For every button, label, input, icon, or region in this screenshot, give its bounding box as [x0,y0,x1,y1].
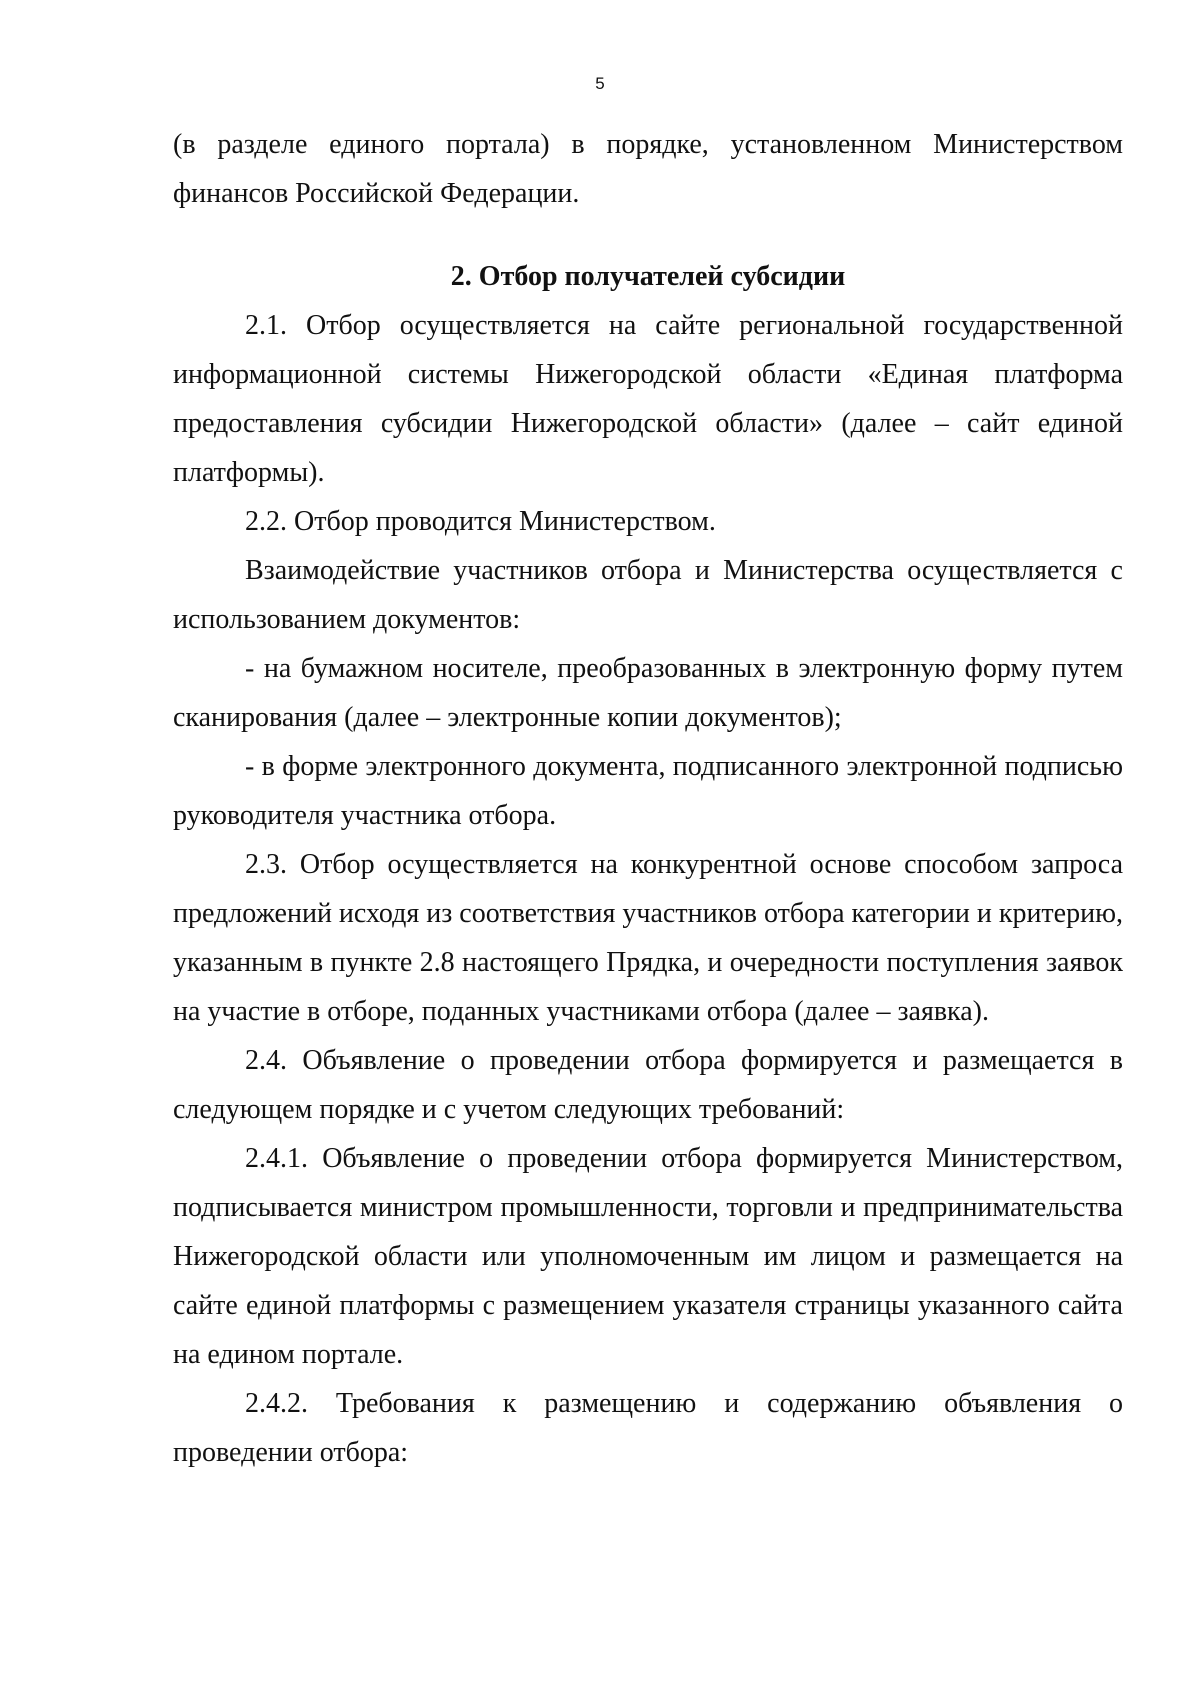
page-number: 5 [595,74,605,93]
section-heading: 2. Отбор получателей субсидии [450,261,846,292]
list-item-paper: - на бумажном носителе, преобразованных в электронную форму путем сканирования (далее – электронные копии документов); [173,653,1123,733]
paragraph-2-2: 2.2. Отбор проводится Министерством. [245,506,716,537]
paragraph-2-4-2: 2.4.2. Требования к размещению и содержанию объявления о проведении отбора: [173,1388,1123,1468]
paragraph-2-3: 2.3. Отбор осуществляется на конкурентной основе способом запроса предложений исходя из соответствия участников отбора категории и критерию, указанным в пункте 2.8 настоящего Прядка, и очередности поступления заявок на участие в отборе, поданных участниками отбора (далее – заявка). [173,849,1123,1027]
paragraph-2-4-1: 2.4.1. Объявление о проведении отбора формируется Министерством, подписывается министром промышленности, торговли и предпринимательства Нижегородской области или уполномоченным им лицом и размещается на сайте единой платформы с размещением указателя страницы указанного сайта на едином портале. [173,1143,1123,1370]
paragraph-2-4: 2.4. Объявление о проведении отбора формируется и размещается в следующем порядке и с учетом следующих требований: [173,1045,1123,1125]
paragraph-2-1: 2.1. Отбор осуществляется на сайте региональной государственной информационной системы Нижегородской области «Единая платформа предоставления субсидии Нижегородской области» (далее – сайт единой платформы). [173,310,1123,488]
list-item-electronic: - в форме электронного документа, подписанного электронной подписью руководителя участника отбора. [173,751,1123,831]
continuation-paragraph: (в разделе единого портала) в порядке, установленном Министерством финансов Российской Федерации. [173,129,1123,209]
document-body [173,120,1123,1477]
paragraph-interaction: Взаимодействие участников отбора и Министерства осуществляется с использованием документов: [173,555,1123,635]
